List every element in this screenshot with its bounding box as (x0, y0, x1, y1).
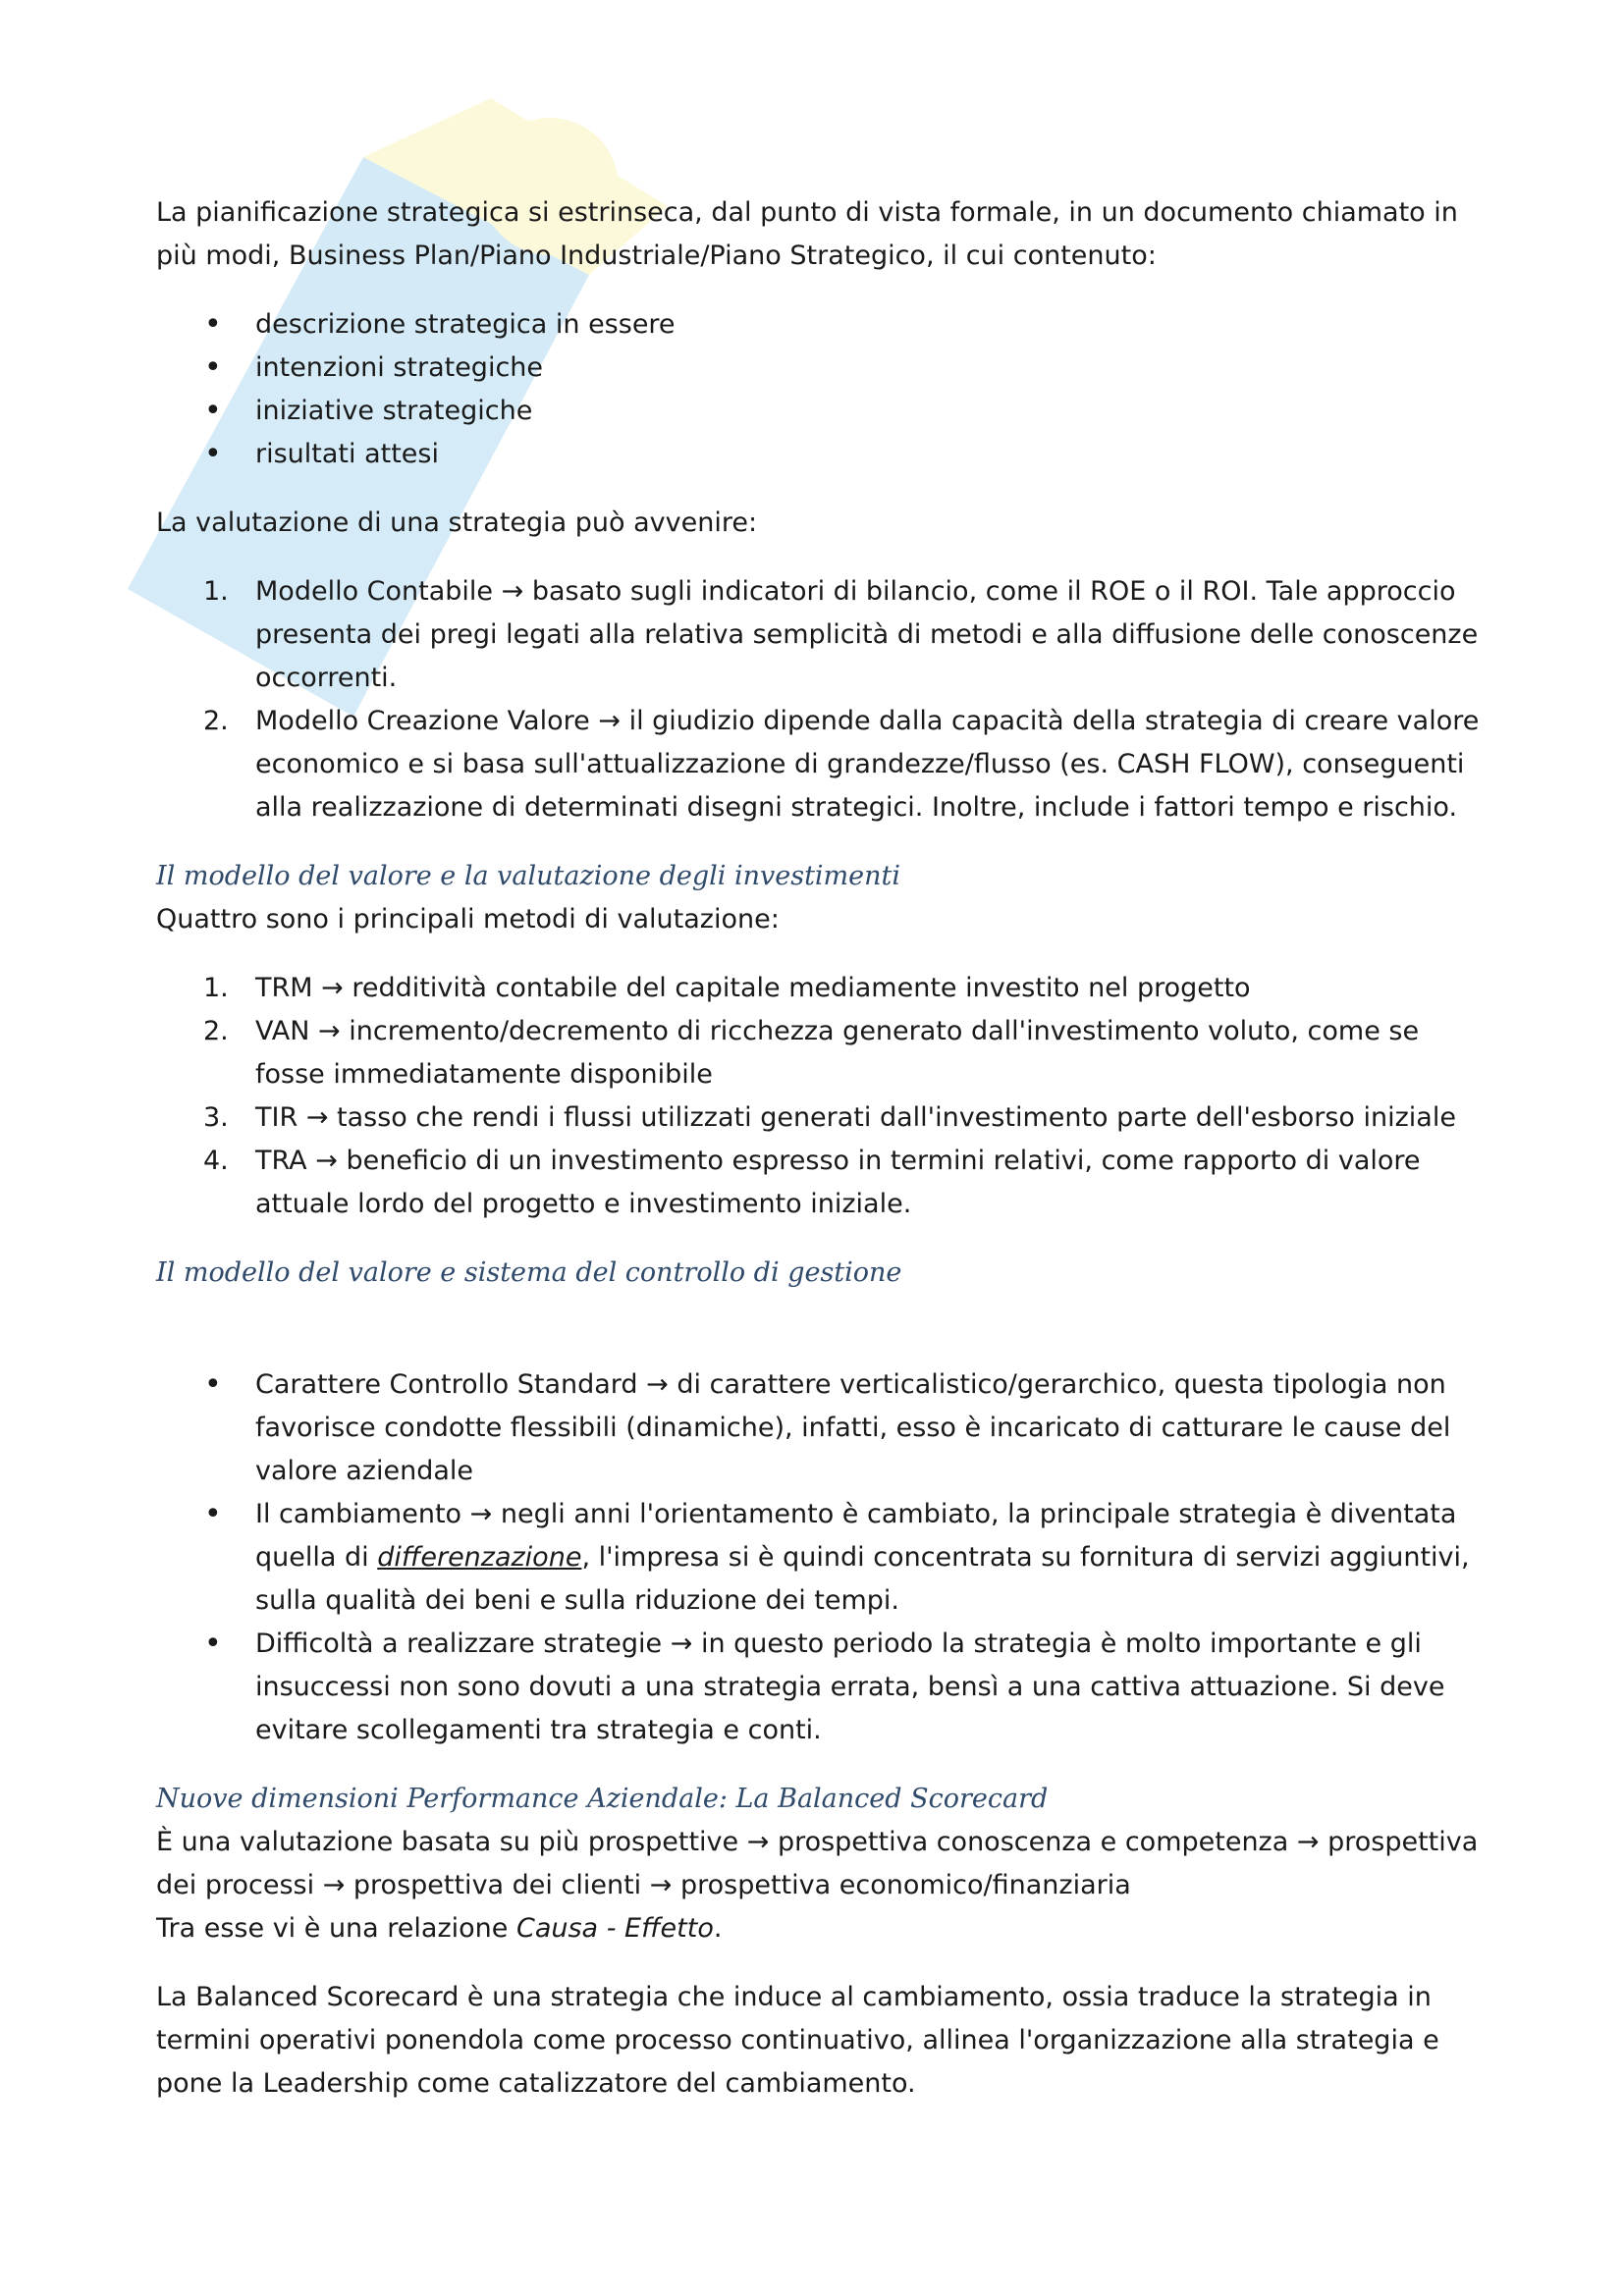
arrow-icon: → (746, 1827, 770, 1857)
list-item (156, 1363, 1491, 1493)
emphasis-term: Causa - Effetto (515, 1913, 714, 1944)
item-label: Modello Contabile (255, 576, 494, 607)
item-text: incremento/decremento di ricchezza generato dall'investimento voluto, come se fosse immediatamente disponibile (255, 1016, 1420, 1090)
item-label: VAN (255, 1016, 310, 1046)
list-number: 1. (203, 973, 229, 1003)
intro-paragraph: La pianificazione strategica si estrinseca, dal punto di vista formale, in un documento chiamato in più modi, Business Plan/Piano Industriale/Piano Strategico, il cui contenuto: (156, 197, 1458, 271)
text-run: prospettiva conoscenza e competenza (777, 1827, 1289, 1857)
item-text: il giudizio dipende dalla capacità della strategia di creare valore economico e si basa sull'attualizzazione di grandezze/flusso (es. CASH FLOW), conseguenti alla realizzazione di determinati disegni strategici. Inoltre, include i fattori tempo e rischio. (255, 706, 1480, 823)
list-number: 3. (203, 1102, 229, 1133)
list-item (156, 700, 1491, 829)
list-item: • intenzioni strategiche (156, 347, 1491, 390)
list-item: • descrizione strategica in essere (156, 303, 1491, 347)
item-label: Modello Creazione Valore (255, 706, 590, 736)
metodi-numbered-list (156, 967, 1491, 1226)
arrow-icon: → (315, 1146, 338, 1176)
item-label: TRM (255, 973, 313, 1003)
section-heading-balanced-scorecard: Nuove dimensioni Performance Aziendale: La Balanced Scorecard (156, 1784, 1049, 1814)
arrow-icon: → (469, 1499, 493, 1529)
arrow-icon: → (501, 576, 524, 607)
list-item (156, 1623, 1491, 1752)
list-item (156, 570, 1491, 700)
arrow-icon: → (321, 973, 344, 1003)
list-item: • iniziative strategiche (156, 390, 1491, 433)
arrow-icon: → (318, 1016, 341, 1046)
section-heading-controllo: Il modello del valore e sistema del controllo di gestione (156, 1257, 902, 1288)
list-item (156, 1096, 1491, 1140)
arrow-icon: → (598, 706, 621, 736)
list-item (156, 1010, 1491, 1096)
text-run: prospettiva dei clienti (352, 1870, 642, 1900)
arrow-icon: → (305, 1102, 329, 1133)
list-number: 1. (203, 576, 229, 607)
text-run: È una valutazione basata su più prospettive (156, 1827, 739, 1857)
arrow-icon: → (322, 1870, 346, 1900)
item-text: , l'impresa si è quindi concentrata su fornitura di servizi aggiuntivi, sulla qualità dei beni e sulla riduzione dei tempi. (255, 1542, 1470, 1616)
list-item (156, 1493, 1491, 1623)
item-text: redditività contabile del capitale mediamente investito nel progetto (352, 973, 1251, 1003)
intro-bullet-list (156, 303, 1491, 476)
arrow-icon: → (1296, 1827, 1320, 1857)
item-label: Il cambiamento (255, 1499, 462, 1529)
list-number: 4. (203, 1146, 229, 1176)
list-number: 2. (203, 1016, 229, 1046)
list-item (156, 1140, 1491, 1226)
item-text: beneficio di un investimento espresso in termini relativi, come rapporto di valore attuale lordo del progetto e investimento iniziale. (255, 1146, 1421, 1219)
text-run: Tra esse vi è una relazione (156, 1913, 509, 1944)
item-text: basato sugli indicatori di bilancio, come il ROE o il ROI. Tale approccio presenta dei pregi legati alla relativa semplicità di metodi e alla diffusione delle conoscenze occorrenti. (255, 576, 1479, 693)
item-label: Carattere Controllo Standard (255, 1369, 638, 1400)
item-text: in questo periodo la strategia è molto importante e gli insuccessi non sono dovuti a una strategia errata, bensì a una cattiva attuazione. Si deve evitare scollegamenti tra strategia e conti. (255, 1629, 1445, 1745)
item-text: tasso che rendi i flussi utilizzati generati dall'investimento parte dell'esborso iniziale (337, 1102, 1456, 1133)
text-run: prospettiva economico/finanziaria (679, 1870, 1131, 1900)
valutazione-paragraph: La valutazione di una strategia può avvenire: (156, 507, 758, 538)
item-text: negli anni l'orientamento è cambiato, la principale strategia è diventata quella di (255, 1499, 1457, 1573)
prospettive-paragraph (156, 1821, 1491, 1907)
item-label: TRA (255, 1146, 307, 1176)
controllo-bullet-list (156, 1363, 1491, 1752)
list-number: 2. (203, 706, 229, 736)
arrow-icon: → (646, 1369, 669, 1400)
text-run: . (713, 1913, 723, 1944)
item-label: TIR (255, 1102, 298, 1133)
closing-paragraph: La Balanced Scorecard è una strategia che induce al cambiamento, ossia traduce la strategia in termini operativi ponendola come processo continuativo, allinea l'organizzazione alla strategia e pone la Leadership come catalizzatore del cambiamento. (156, 1982, 1439, 2099)
list-item: • risultati attesi (156, 433, 1491, 476)
text-run: prospettiva dei processi (156, 1827, 1479, 1900)
metodi-paragraph: Quattro sono i principali metodi di valutazione: (156, 904, 780, 934)
document-page (156, 191, 1491, 2106)
arrow-icon: → (649, 1870, 673, 1900)
emphasis-term: differenzazione (377, 1542, 582, 1573)
list-item (156, 967, 1491, 1010)
item-label: Difficoltà a realizzare strategie (255, 1629, 663, 1659)
relazione-paragraph (156, 1907, 1491, 1950)
section-heading-investimenti: Il modello del valore e la valutazione degli investimenti (156, 861, 901, 891)
item-text: di carattere verticalistico/gerarchico, questa tipologia non favorisce condotte flessibili (dinamiche), infatti, esso è incaricato di catturare le cause del valore aziendale (255, 1369, 1451, 1486)
valutazione-numbered-list (156, 570, 1491, 829)
arrow-icon: → (670, 1629, 693, 1659)
